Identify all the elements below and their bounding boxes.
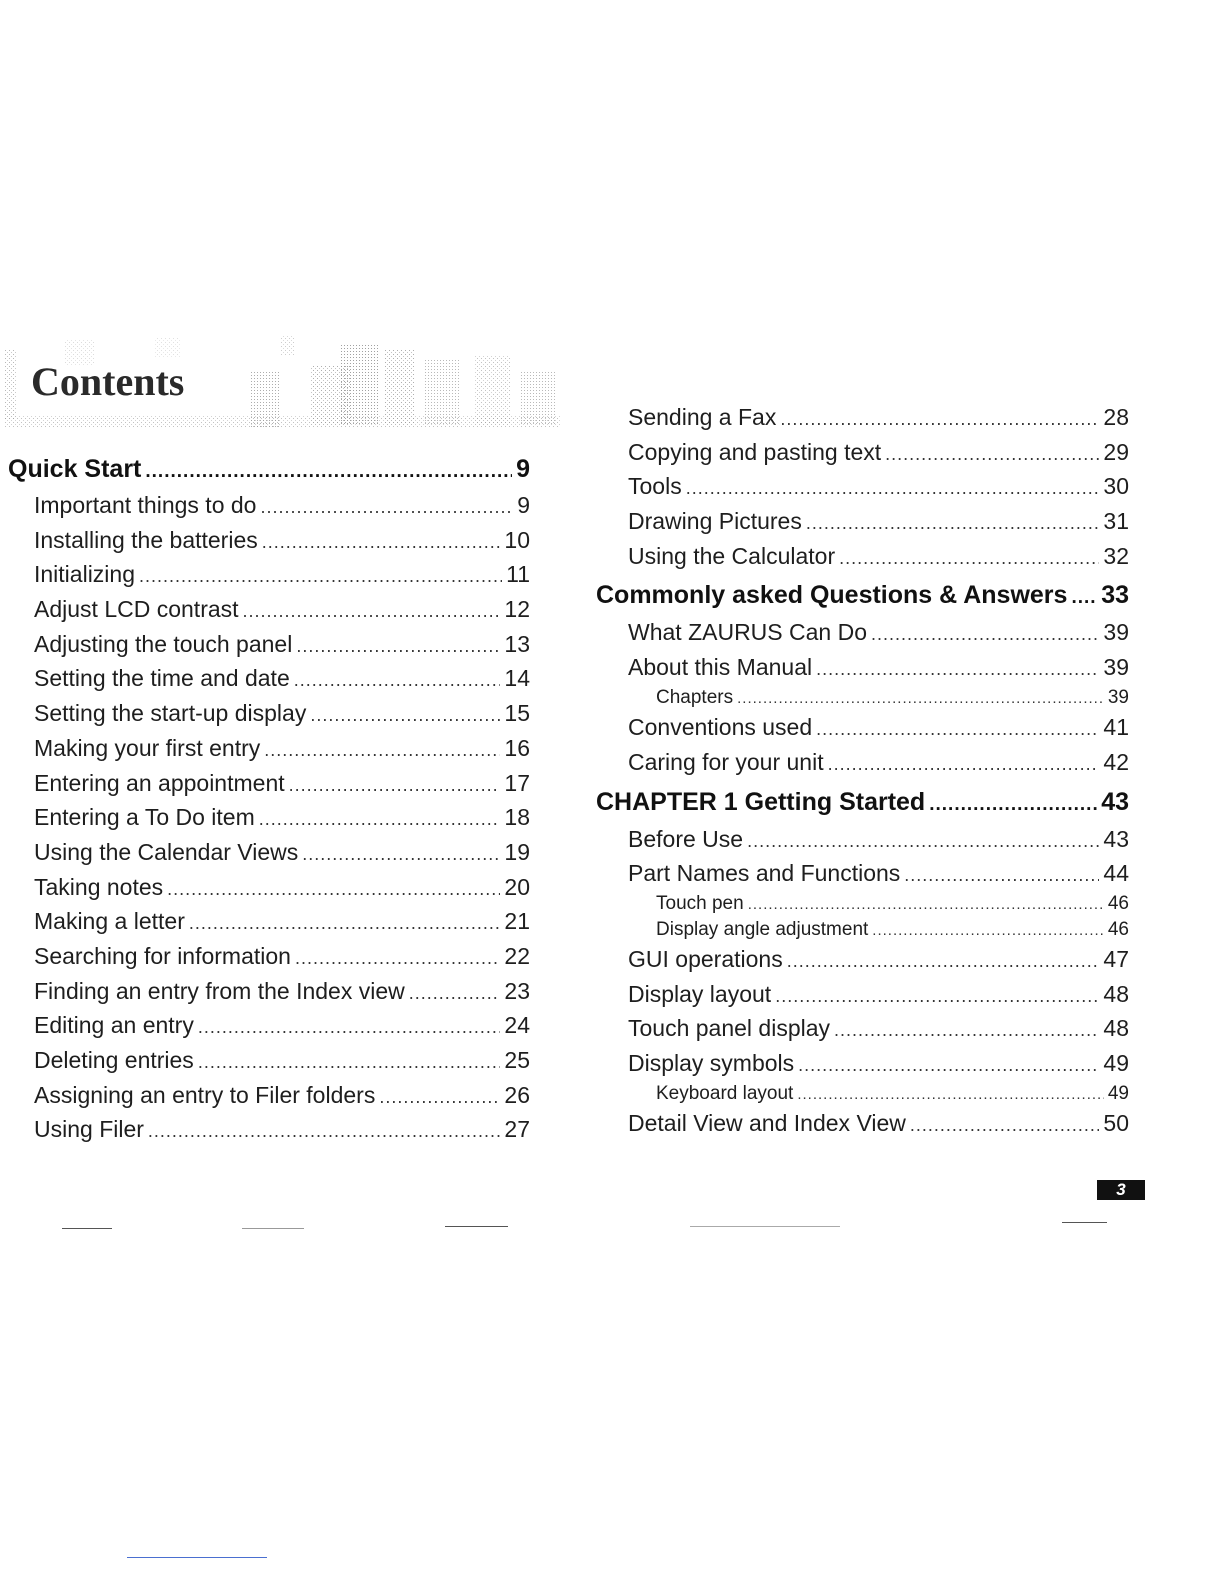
dot-leader — [139, 559, 502, 594]
toc-entry — [8, 1078, 530, 1113]
dot-leader — [264, 733, 500, 768]
toc-entry-page: 23 — [504, 977, 530, 1004]
toc-entry — [596, 539, 1129, 574]
toc-entry-title: Entering a To Do item — [34, 804, 255, 831]
toc-entry-title: What ZAURUS Can Do — [628, 619, 868, 646]
toc-entry — [8, 1112, 530, 1147]
toc-entry-title: Important things to do — [34, 492, 257, 518]
toc-entry-title: Display angle adjustment — [656, 918, 869, 940]
toc-entry-title: Assigning an entry to Filer folders — [34, 1081, 376, 1108]
toc-entry-page: 48 — [1103, 980, 1129, 1007]
toc-entry — [8, 488, 530, 523]
page-number-badge: 3 — [1097, 1180, 1145, 1200]
toc-entry-page: 39 — [1103, 619, 1129, 646]
toc-entry — [596, 504, 1129, 539]
toc-entry-page: 43 — [1103, 825, 1129, 852]
toc-entry-title: Adjust LCD contrast — [34, 596, 239, 623]
dot-leader — [289, 768, 501, 803]
toc-entry — [8, 766, 530, 801]
toc-entry-title: Editing an entry — [34, 1012, 194, 1039]
scan-artifact-line — [690, 1226, 840, 1227]
scan-artifact-line — [1062, 1222, 1107, 1223]
toc-entry — [596, 783, 1129, 821]
dot-leader — [816, 712, 1099, 747]
dot-leader — [748, 892, 1104, 918]
dot-leader — [780, 402, 1099, 437]
toc-entry-page: 44 — [1103, 860, 1129, 887]
toc-entry-page: 49 — [1107, 1082, 1129, 1104]
dot-leader — [929, 786, 1097, 824]
toc-entry-page: 26 — [504, 1081, 530, 1108]
toc-entry-title: CHAPTER 1 Getting Started — [596, 787, 926, 816]
dot-leader — [686, 471, 1100, 506]
toc-entry-title: Searching for information — [34, 942, 291, 969]
toc-entry — [596, 745, 1129, 780]
toc-entry — [596, 977, 1129, 1012]
toc-entry — [8, 627, 530, 662]
dot-leader — [775, 979, 1099, 1014]
toc-entry — [8, 974, 530, 1009]
toc-entry-title: Caring for your unit — [628, 749, 824, 775]
dot-leader — [409, 976, 501, 1011]
toc-entry-title: Conventions used — [628, 714, 813, 741]
toc-entry-title: Taking notes — [34, 873, 164, 900]
toc-entry-title: Tools — [628, 473, 682, 500]
toc-entry-title: Adjusting the touch panel — [34, 630, 293, 657]
toc-entry-title: Display symbols — [628, 1050, 795, 1077]
dot-leader — [148, 1114, 500, 1149]
toc-entry-page: 46 — [1107, 893, 1129, 915]
toc-entry-page: 11 — [506, 561, 530, 588]
toc-entry-title: Using the Calculator — [628, 542, 836, 569]
toc-entry — [8, 1043, 530, 1078]
toc-entry-page: 29 — [1103, 438, 1129, 465]
toc-entry — [8, 1008, 530, 1043]
toc-entry — [8, 731, 530, 766]
toc-entry — [8, 592, 530, 627]
toc-entry-page: 46 — [1107, 918, 1129, 940]
toc-entry-page: 14 — [504, 665, 530, 692]
toc-entry-page: 43 — [1101, 787, 1129, 816]
toc-entry-page: 24 — [504, 1012, 530, 1039]
dot-leader — [828, 747, 1100, 782]
toc-entry — [8, 450, 530, 488]
toc-entry — [596, 1106, 1129, 1141]
dot-leader — [379, 1080, 500, 1115]
toc-entry-title: Initializing — [34, 561, 135, 588]
toc-entry — [596, 685, 1129, 711]
dot-leader — [1071, 579, 1097, 617]
toc-entry-page: 15 — [504, 700, 530, 727]
toc-entry-page: 32 — [1103, 542, 1129, 569]
dot-leader — [294, 663, 501, 698]
toc-entry — [596, 400, 1129, 435]
toc-entry — [8, 904, 530, 939]
toc-entry-title: Copying and pasting text — [628, 438, 882, 465]
toc-entry-page: 27 — [504, 1116, 530, 1143]
toc-entry-title: Entering an appointment — [34, 769, 285, 796]
dot-leader — [295, 941, 500, 976]
dot-leader — [798, 1048, 1099, 1083]
toc-entry-page: 12 — [504, 596, 530, 623]
toc-entry — [596, 942, 1129, 977]
dot-leader — [816, 652, 1099, 687]
toc-entry — [596, 576, 1129, 614]
toc-entry-title: Keyboard layout — [656, 1082, 794, 1104]
toc-entry — [8, 870, 530, 905]
toc-entry-title: Making a letter — [34, 908, 185, 935]
dot-leader — [737, 686, 1104, 712]
toc-entry-title: Using Filer — [34, 1116, 144, 1143]
toc-entry — [596, 1081, 1129, 1107]
contents-heading-block — [5, 330, 560, 430]
toc-entry-title: Using the Calendar Views — [34, 838, 299, 865]
dot-leader — [260, 490, 513, 525]
toc-entry-title: Detail View and Index View — [628, 1110, 906, 1137]
toc-entry-title: Finding an entry from the Index view — [34, 977, 405, 1004]
toc-entry — [8, 523, 530, 558]
toc-entry — [596, 1011, 1129, 1046]
toc-entry — [8, 557, 530, 592]
toc-entry-page: 21 — [504, 908, 530, 935]
toc-entry-page: 50 — [1103, 1110, 1129, 1137]
toc-entry-page: 16 — [504, 734, 530, 761]
toc-entry-title: Making your first entry — [34, 734, 261, 761]
toc-entry-title: Drawing Pictures — [628, 508, 802, 535]
dot-leader — [189, 906, 501, 941]
toc-entry-page: 39 — [1103, 654, 1129, 681]
toc-entry — [596, 1046, 1129, 1081]
toc-entry — [8, 661, 530, 696]
toc-entry-page: 31 — [1103, 508, 1129, 535]
toc-entry — [596, 435, 1129, 470]
toc-entry — [8, 835, 530, 870]
toc-left-column — [8, 450, 530, 1147]
toc-entry-page: 22 — [504, 942, 530, 969]
toc-entry-page: 33 — [1101, 581, 1129, 610]
toc-entry-page: 17 — [504, 769, 530, 796]
dot-leader — [262, 525, 501, 560]
dot-leader — [839, 541, 1099, 576]
toc-entry-title: Touch panel display — [628, 1015, 831, 1042]
dot-leader — [310, 698, 500, 733]
dot-leader — [904, 858, 1099, 893]
toc-entry-page: 9 — [517, 492, 530, 518]
toc-entry — [596, 615, 1129, 650]
dot-leader — [885, 437, 1099, 472]
toc-entry-page: 30 — [1103, 473, 1129, 500]
toc-entry-title: Sending a Fax — [628, 404, 777, 430]
scan-artifact-line — [445, 1226, 508, 1227]
toc-entry-title: Chapters — [656, 686, 734, 708]
toc-entry-page: 48 — [1103, 1015, 1129, 1042]
toc-entry-title: About this Manual — [628, 654, 813, 681]
toc-entry-page: 39 — [1107, 686, 1129, 708]
toc-entry — [596, 856, 1129, 891]
toc-entry-title: Quick Start — [8, 455, 142, 483]
toc-entry — [596, 469, 1129, 504]
toc-entry-title: Setting the time and date — [34, 665, 290, 692]
toc-entry-page: 19 — [504, 838, 530, 865]
toc-entry — [596, 891, 1129, 917]
scan-artifact-line — [62, 1228, 112, 1229]
toc-entry-title: Touch pen — [656, 893, 744, 915]
dot-leader — [910, 1108, 1100, 1143]
dot-leader — [872, 918, 1104, 944]
toc-entry-page: 49 — [1103, 1050, 1129, 1077]
toc-entry — [596, 917, 1129, 943]
scan-artifact-line — [242, 1228, 304, 1229]
toc-entry — [596, 710, 1129, 745]
dot-leader — [834, 1013, 1099, 1048]
toc-entry-page: 28 — [1103, 404, 1129, 430]
toc-entry — [8, 939, 530, 974]
dot-leader — [167, 872, 500, 907]
dot-leader — [806, 506, 1100, 541]
dot-leader — [302, 837, 500, 872]
dot-leader — [198, 1010, 501, 1045]
toc-entry — [8, 800, 530, 835]
toc-right-column — [596, 400, 1129, 1141]
toc-entry — [8, 696, 530, 731]
bottom-scan-rule — [127, 1557, 267, 1558]
dot-leader — [259, 802, 501, 837]
dot-leader — [243, 594, 501, 629]
toc-entry-title: Before Use — [628, 825, 744, 852]
toc-entry-page: 13 — [504, 630, 530, 657]
toc-entry — [596, 650, 1129, 685]
dot-leader — [145, 453, 512, 491]
toc-entry-page: 42 — [1103, 749, 1129, 775]
toc-entry-page: 25 — [504, 1047, 530, 1073]
toc-entry-page: 20 — [504, 873, 530, 900]
toc-entry-title: Setting the start-up display — [34, 700, 307, 727]
toc-entry-page: 18 — [504, 804, 530, 831]
dot-leader — [787, 944, 1100, 979]
dot-leader — [747, 824, 1099, 859]
toc-entry-title: Installing the batteries — [34, 526, 258, 553]
toc-entry-title: Commonly asked Questions & Answers — [596, 581, 1068, 610]
toc-entry-page: 41 — [1103, 714, 1129, 741]
dot-leader — [198, 1045, 501, 1080]
page-title: Contents — [31, 359, 185, 404]
dot-leader — [871, 617, 1099, 652]
toc-entry-page: 47 — [1103, 946, 1129, 973]
toc-entry-page: 9 — [516, 455, 530, 483]
toc-entry-title: Part Names and Functions — [628, 860, 901, 887]
dot-leader — [797, 1082, 1104, 1108]
toc-entry-title: Deleting entries — [34, 1047, 194, 1073]
toc-entry-title: Display layout — [628, 980, 772, 1007]
toc-entry — [596, 822, 1129, 857]
dot-leader — [296, 629, 500, 664]
toc-entry-page: 10 — [504, 526, 530, 553]
toc-entry-title: GUI operations — [628, 946, 783, 973]
